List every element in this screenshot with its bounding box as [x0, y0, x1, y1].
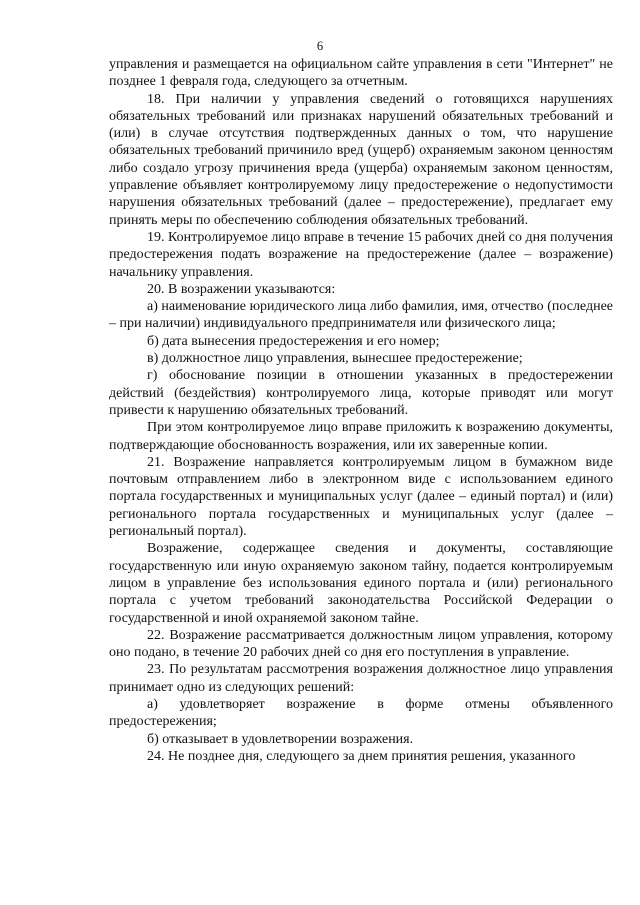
paragraph-20-a: а) наименование юридического лица либо фамилия, имя, отчество (последнее – при наличии) индивидуального предпринимателя или физического лица; [109, 299, 613, 332]
paragraph-21-secret: Возражение, содержащее сведения и документы, составляющие государственную или иную охраняемую законом тайну, подается контролируемым лицом в управление без использования единого портала и (или) регионального портала с учетом требований законодательства Российской Федерации о государственной и иной охраняемой законом тайне. [109, 541, 613, 626]
paragraph-20-v: в) должностное лицо управления, вынесшее предостережение; [147, 351, 523, 367]
paragraph-20-note: При этом контролируемое лицо вправе приложить к возражению документы, подтверждающие обоснованность возражения, или их заверенные копии. [109, 420, 613, 453]
paragraph-24: 24. Не позднее дня, следующего за днем принятия решения, указанного [147, 748, 576, 764]
paragraph-20: 20. В возражении указываются: [147, 281, 336, 297]
paragraph-19: 19. Контролируемое лицо вправе в течение 15 рабочих дней со дня получения предостережения подать возражение на предостережение (далее – возражение) начальнику управления. [109, 229, 613, 280]
paragraph-23-b: б) отказывает в удовлетворении возражения. [147, 731, 414, 747]
paragraph-continuation: управления и размещается на официальном сайте управления в сети "Интернет" не позднее 1 февраля года, следующего за отчетным. [109, 57, 613, 90]
paragraph-18: 18. При наличии у управления сведений о готовящихся нарушениях обязательных требований или признаках нарушений обязательных требований и (или) в случае отсутствия подтвержденных данных о том, что нарушение обязательных требований причинило вред (ущерб) охраняемым законом ценностям либо создало угрозу причинения вреда (ущерба) охраняемым законом ценностям, управление объявляет контролируемому лицу предостережение о недопустимости нарушения обязательных требований (далее – предостережение), предлагает ему принять меры по обеспечению соблюдения обязательных требований. [109, 91, 613, 228]
document-body [109, 56, 613, 765]
paragraph-20-b: б) дата вынесения предостережения и его номер; [147, 333, 440, 349]
paragraph-21: 21. Возражение направляется контролируемым лицом в бумажном виде почтовым отправлением либо в электронном виде с использованием единого портала государственных и муниципальных услуг (далее – единый портал) и (или) регионального портала государственных и муниципальных услуг (далее – региональный портал). [109, 454, 613, 540]
page-number: 6 [316, 39, 324, 53]
paragraph-22: 22. Возражение рассматривается должностным лицом управления, которому оно подано, в течение 20 рабочих дней со дня его поступления в управление. [109, 627, 613, 661]
paragraph-20-g: г) обоснование позиции в отношении указанных в предостережении действий (бездействия) контролируемого лица, которые приводят или могут привести к нарушению обязательных требований. [109, 368, 613, 418]
paragraph-23-a: а) удовлетворяет возражение в форме отмены объявленного предостережения; [109, 696, 613, 730]
paragraph-23: 23. По результатам рассмотрения возражения должностное лицо управления принимает одно из следующих решений: [109, 662, 613, 695]
